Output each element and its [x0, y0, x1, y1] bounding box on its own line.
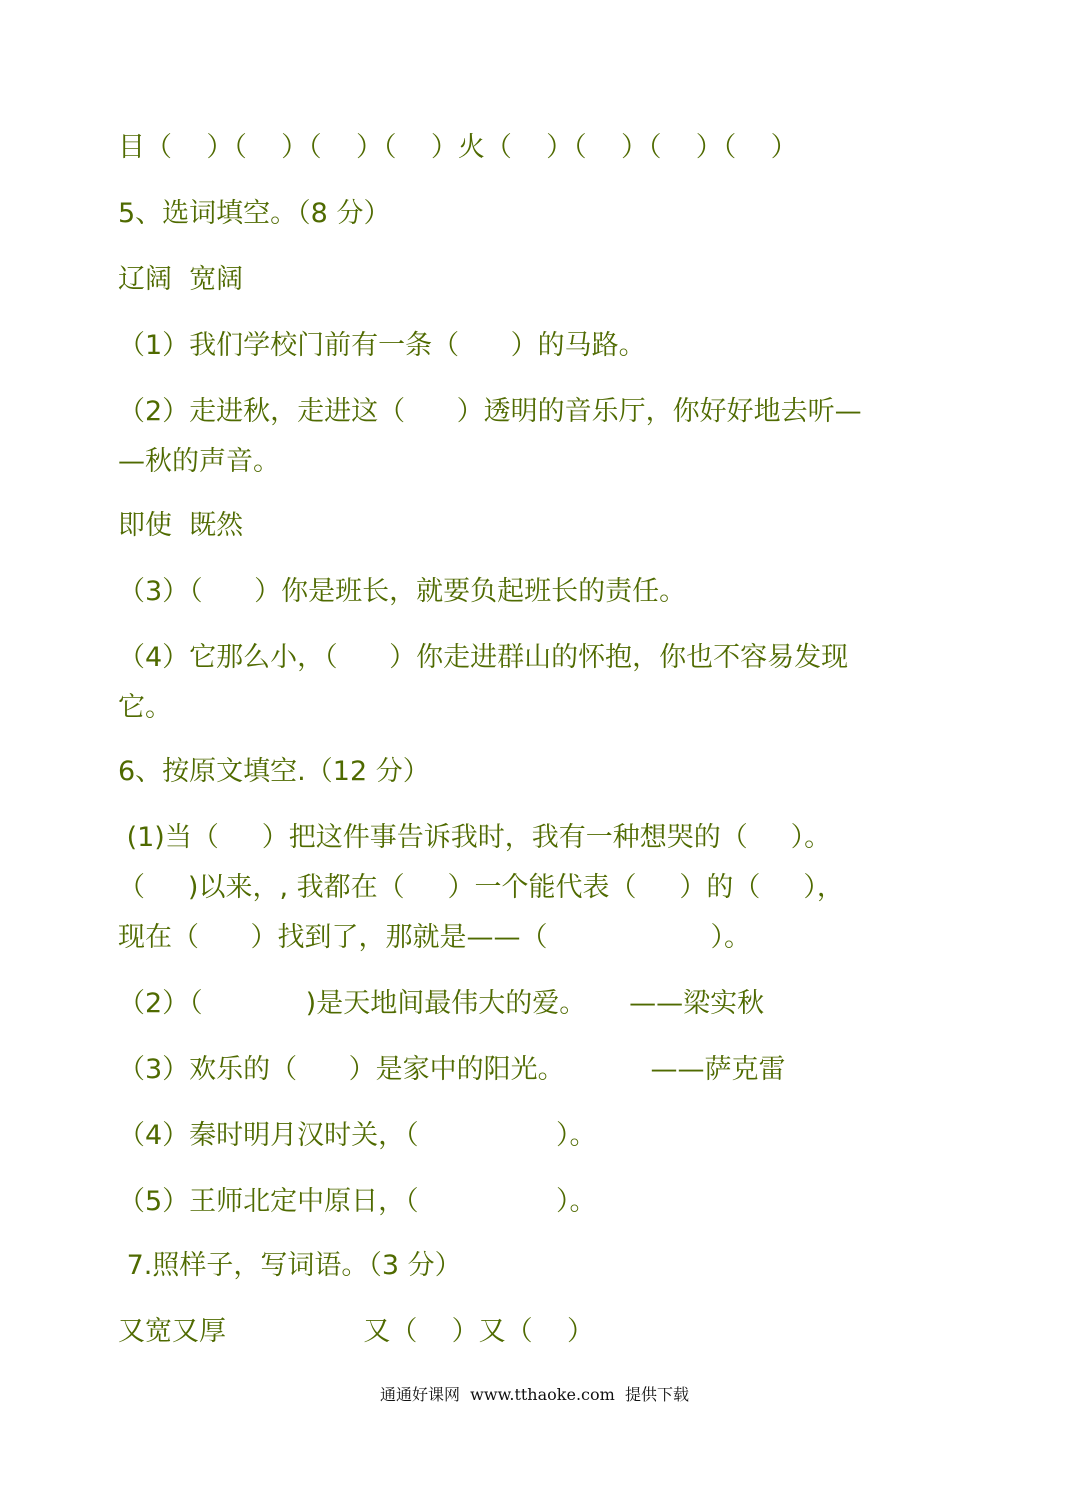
question-5-item-3: （3）（ ）你是班长，就要负起班长的责任。 — [118, 576, 687, 607]
question-6-item-2: （2）（ )是天地间最伟大的爱。 ——梁实秋 — [118, 988, 765, 1019]
question-5-item-4-cont: 它。 — [118, 692, 172, 723]
text-line-1: 目（ ）（ ）（ ）（ ）火（ ）（ ）（ ）（ ） — [118, 132, 798, 163]
question-7-example: 又宽又厚 又（ ）又（ ） — [118, 1316, 594, 1347]
question-6-item-3: （3）欢乐的（ ）是家中的阳光。 ——萨克雷 — [118, 1054, 786, 1085]
page-footer: 通通好课网 www.tthaoke.com 提供下载 — [380, 1385, 689, 1404]
question-5-heading: 5、选词填空。（8 分） — [118, 198, 391, 229]
question-5-item-1: （1）我们学校门前有一条（ ）的马路。 — [118, 330, 646, 361]
question-7-heading: 7.照样子，写词语。（3 分） — [118, 1250, 462, 1281]
question-6-item-1-cont: （ )以来，, 我都在（ ）一个能代表（ ）的（ ）， — [118, 872, 844, 903]
question-5-item-2-cont: —秋的声音。 — [118, 446, 280, 477]
question-5-item-4: （4）它那么小，（ ）你走进群山的怀抱，你也不容易发现 — [118, 642, 849, 673]
word-choices-2: 即使 既然 — [118, 510, 244, 541]
question-6-item-4: （4）秦时明月汉时关，（ ）。 — [118, 1120, 597, 1151]
question-5-item-2: （2）走进秋，走进这（ ）透明的音乐厅，你好好地去听— — [118, 396, 862, 427]
question-6-item-5: （5）王师北定中原日，（ ）。 — [118, 1186, 597, 1217]
word-choices-1: 辽阔 宽阔 — [118, 264, 244, 295]
question-6-heading: 6、按原文填空.（12 分） — [118, 756, 430, 787]
question-6-item-1: (1)当（ ）把这件事告诉我时，我有一种想哭的（ ）。 — [118, 822, 832, 853]
question-6-item-1-cont-2: 现在（ ）找到了，那就是——（ ）。 — [118, 922, 752, 953]
